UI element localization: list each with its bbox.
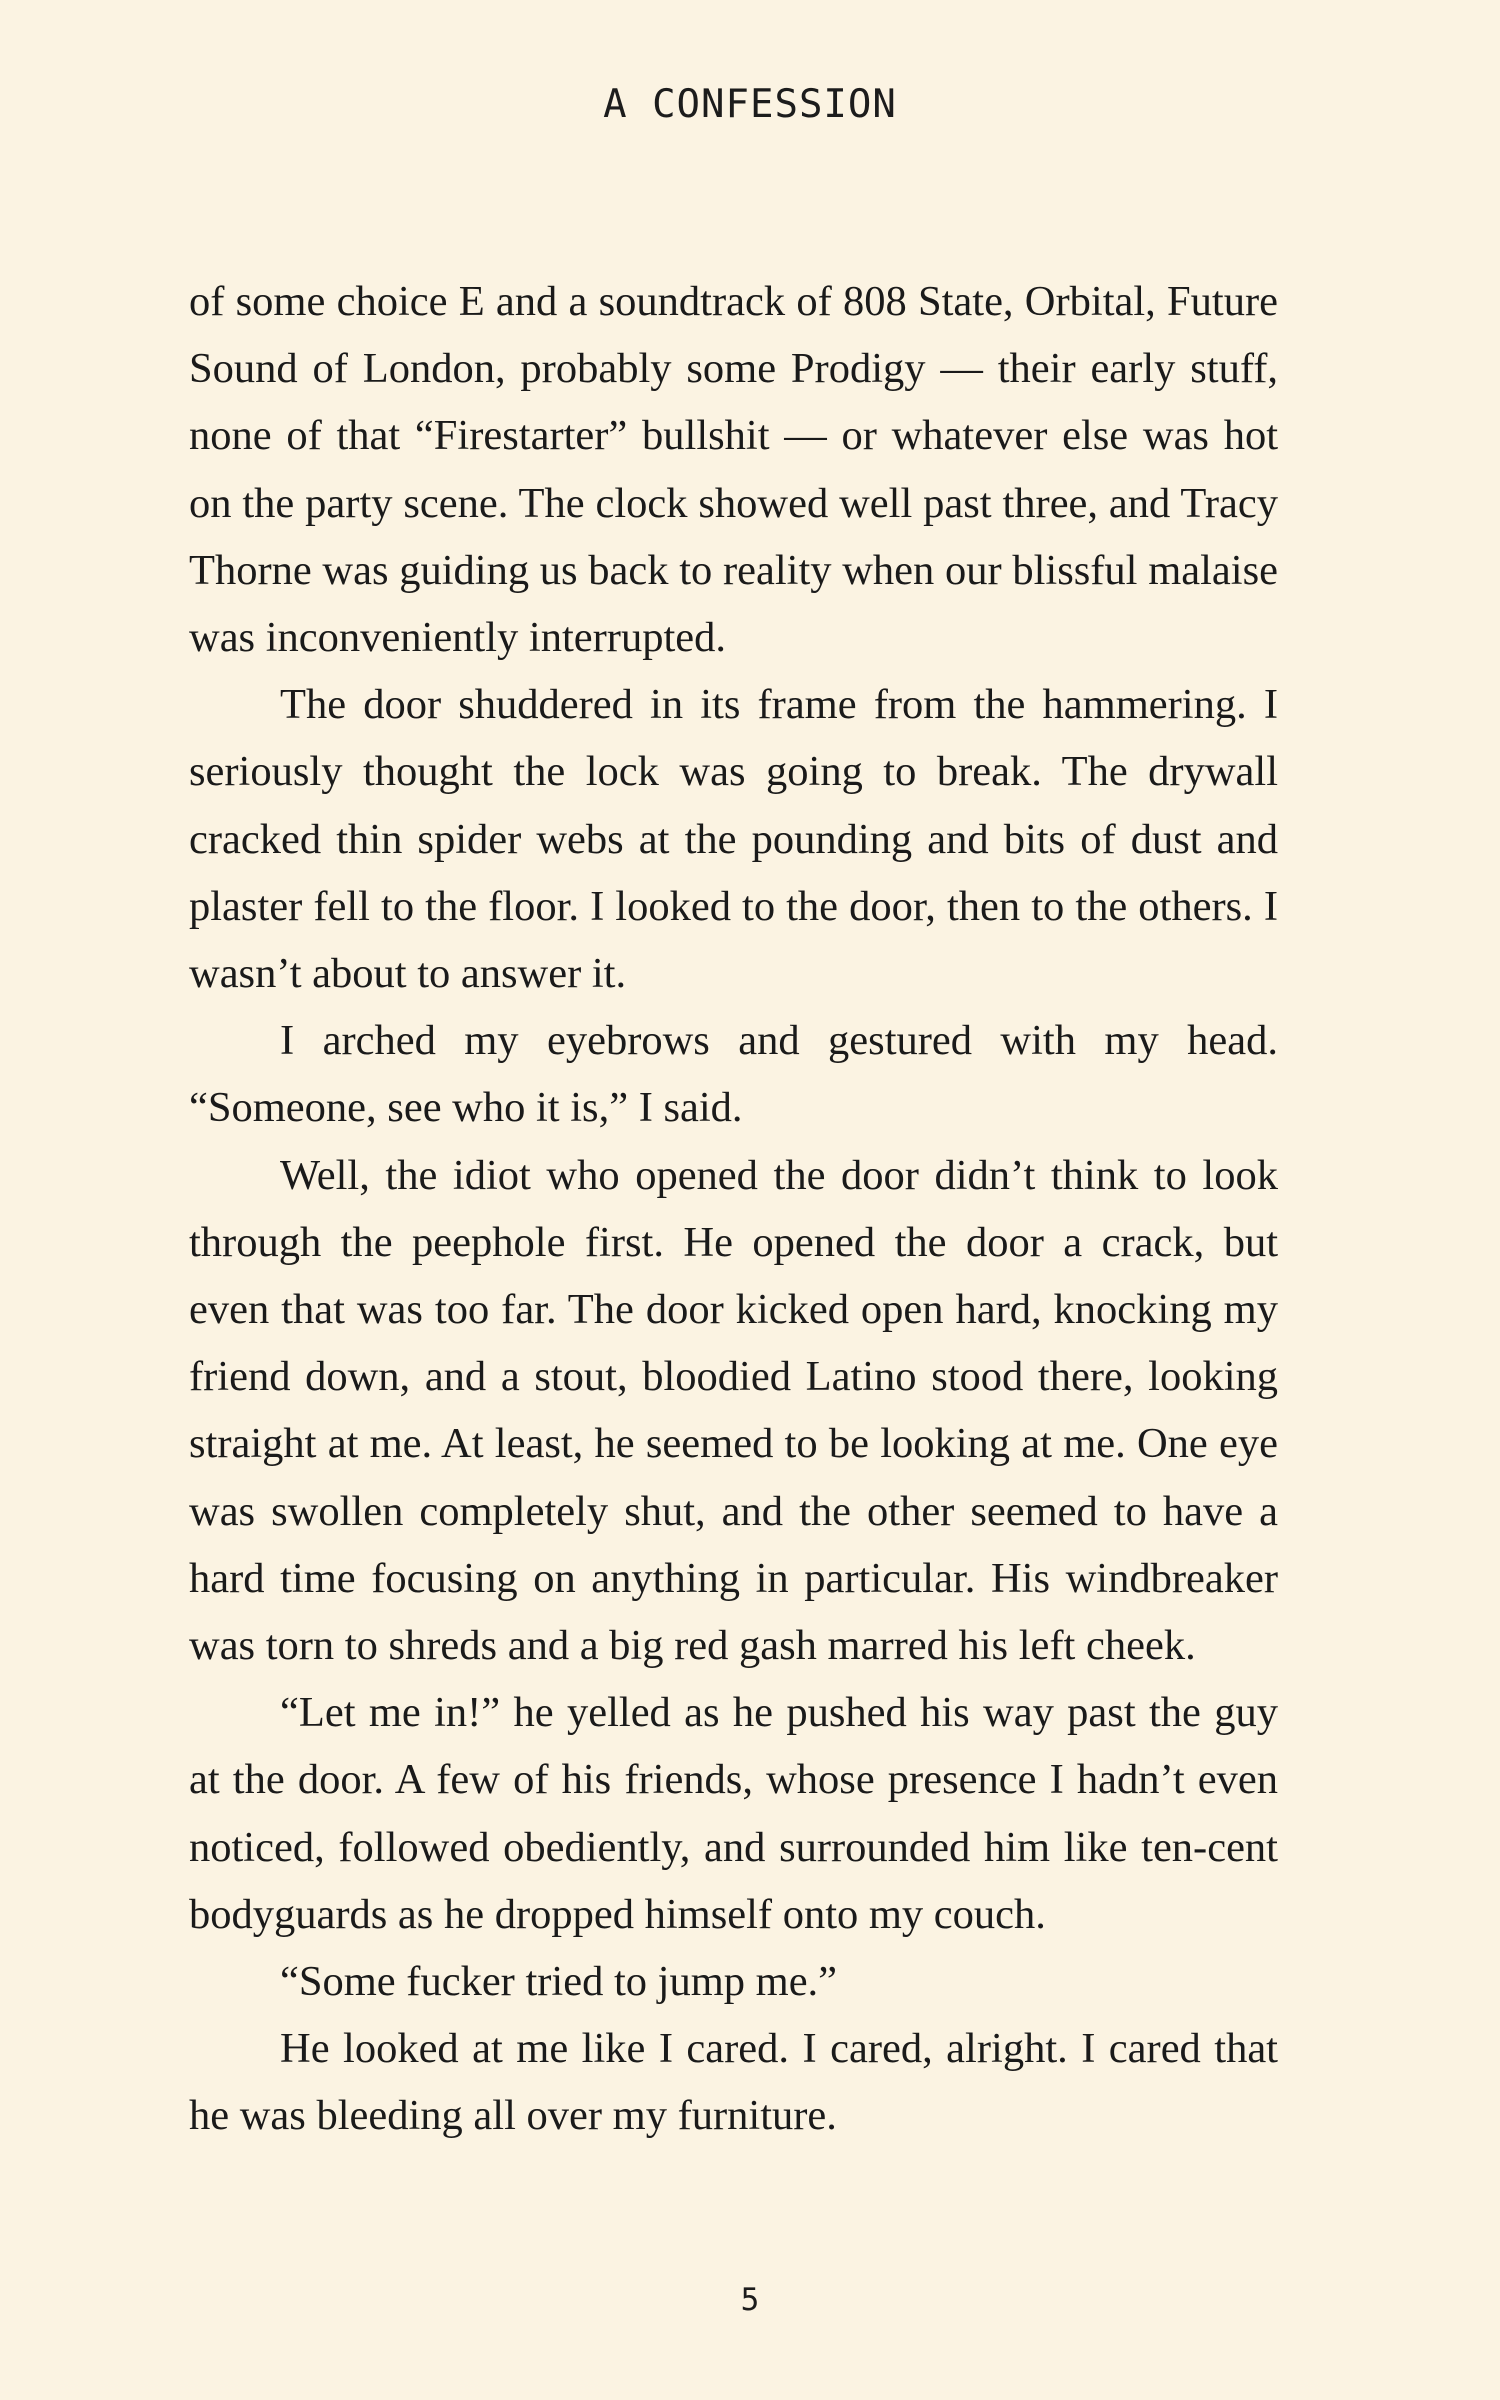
page-number: 5 bbox=[740, 2282, 760, 2318]
paragraph: The door shuddered in its frame from the hammering. I seriously thought the lock was going to break. The drywall cracked thin spider webs at the pounding and bits of dust and plaster fell to the floor. I looked to the door, then to the others. I wasn’t about to answer it. bbox=[189, 681, 1278, 998]
paragraph: “Let me in!” he yelled as he pushed his way past the guy at the door. A few of his friends, whose presence I hadn’t even noticed, followed obediently, and surrounded him like ten-cent bodyguards as he dropped himself onto my couch. bbox=[189, 1689, 1278, 1938]
paragraph: “Some fucker tried to jump me.” bbox=[280, 1958, 838, 2006]
paragraph: He looked at me like I cared. I cared, alright. I cared that he was bleeding all over my furniture. bbox=[189, 2025, 1278, 2140]
paragraph: I arched my eyebrows and gestured with my head. “Someone, see who it is,” I said. bbox=[189, 1017, 1278, 1132]
paragraph: of some choice E and a soundtrack of 808 State, Orbital, Future Sound of London, probably some Prodigy — their early stuff, none of that “Firestarter” bullshit — or whatever else was hot on the party scene. The clock showed well past three, and Tracy Thorne was guiding us back to reality when our blissful malaise was inconveniently interrupted. bbox=[189, 278, 1278, 662]
paragraph: Well, the idiot who opened the door didn’t think to look through the peephole first. He opened the door a crack, but even that was too far. The door kicked open hard, knocking my friend down, and a stout, bloodied Latino stood there, looking straight at me. At least, he seemed to be looking at me. One eye was swollen completely shut, and the other seemed to have a hard time focusing on anything in particular. His windbreaker was torn to shreds and a big red gash marred his left cheek. bbox=[189, 1151, 1278, 1670]
body-text bbox=[189, 268, 1278, 2150]
running-head: A CONFESSION bbox=[603, 82, 897, 127]
